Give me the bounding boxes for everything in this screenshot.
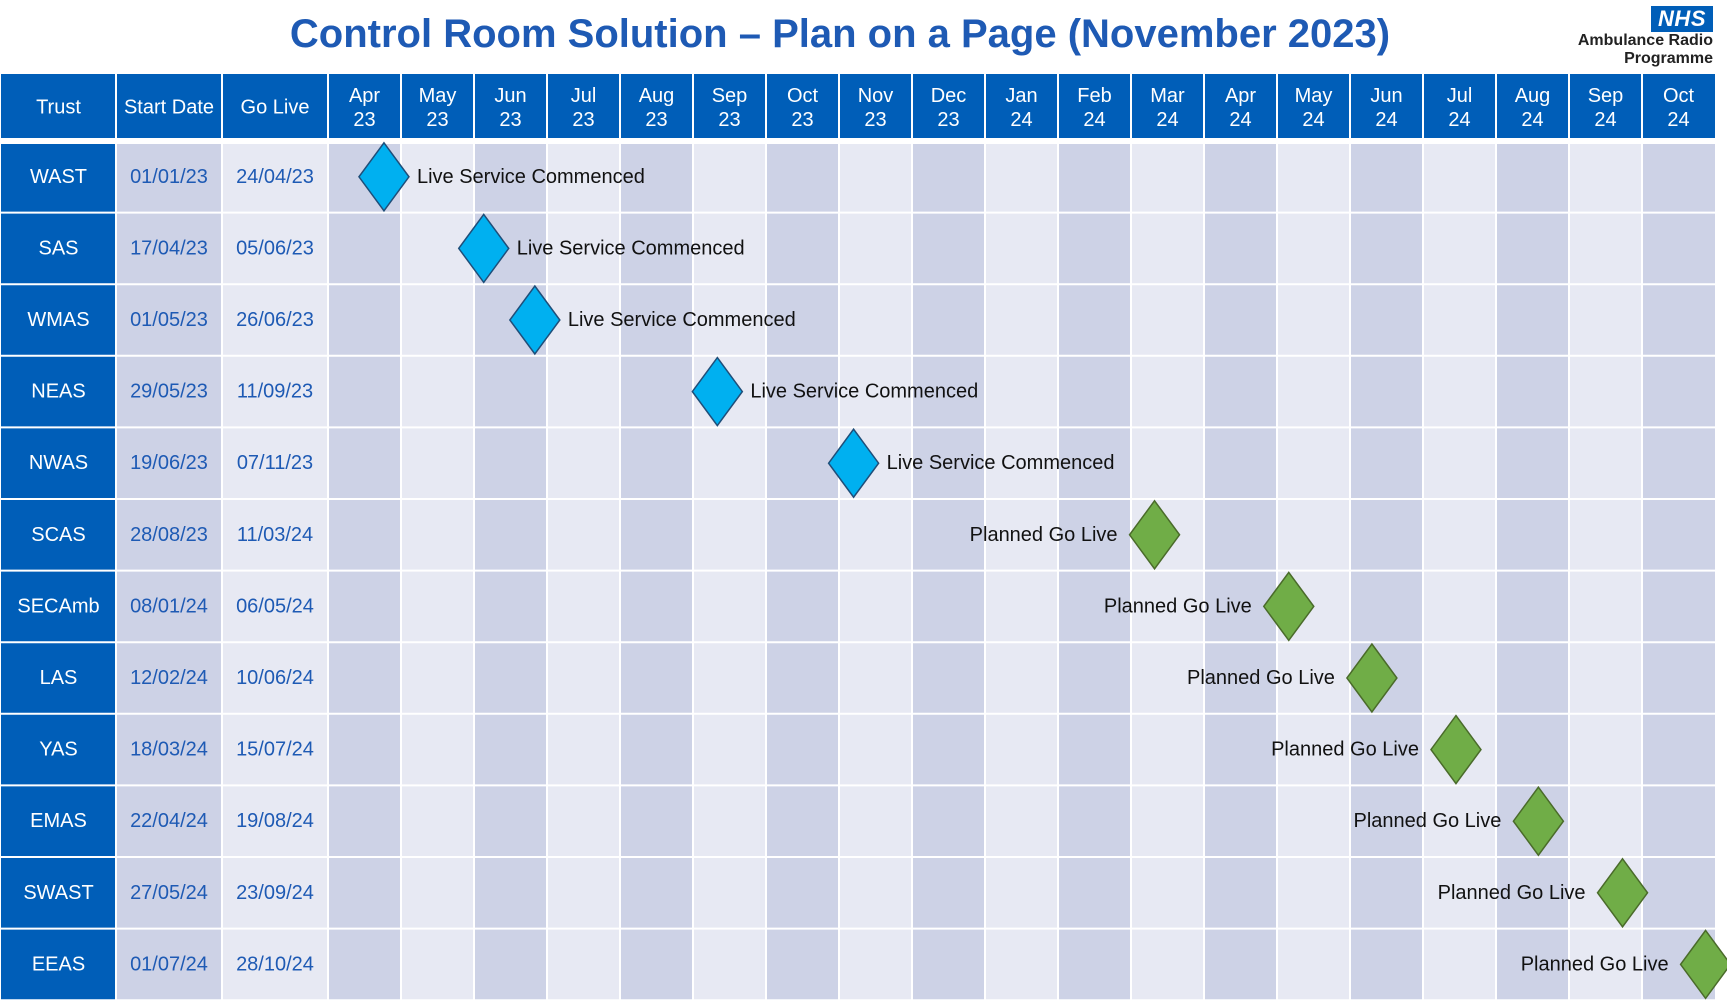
header-trust: Trust bbox=[36, 96, 81, 119]
year-label: 24 bbox=[1156, 109, 1179, 131]
milestone-label: Planned Go Live bbox=[1187, 667, 1335, 689]
month-label: May bbox=[418, 85, 457, 107]
milestone-label: Live Service Commenced bbox=[750, 380, 979, 403]
trust-name: WMAS bbox=[27, 309, 90, 331]
go-live-date: 10/06/24 bbox=[236, 667, 314, 689]
start-date: 01/05/23 bbox=[130, 309, 208, 331]
month-label: Aug bbox=[638, 85, 675, 107]
trust-name: WAST bbox=[29, 165, 88, 188]
start-date: 29/05/23 bbox=[130, 380, 208, 403]
month-label: Jul bbox=[570, 85, 597, 107]
milestone-label: Planned Go Live bbox=[1353, 810, 1502, 833]
year-label: 24 bbox=[1448, 109, 1471, 131]
milestone-label: Planned Go Live bbox=[1437, 881, 1586, 904]
start-date: 01/07/24 bbox=[130, 953, 208, 976]
start-date: 28/08/23 bbox=[130, 523, 208, 546]
go-live-date: 11/09/23 bbox=[236, 380, 314, 403]
month-label: Jun bbox=[1370, 85, 1403, 107]
year-label: 23 bbox=[499, 109, 522, 131]
logo-line-1: Ambulance Radio bbox=[1577, 32, 1713, 49]
month-label: Sep bbox=[1587, 85, 1624, 107]
year-label: 24 bbox=[1229, 109, 1252, 131]
year-label: 23 bbox=[864, 109, 887, 131]
start-date: 08/01/24 bbox=[130, 595, 208, 618]
trust-name: NWAS bbox=[28, 452, 89, 475]
year-label: 23 bbox=[645, 109, 668, 131]
header-start-date: Start Date bbox=[123, 96, 215, 119]
go-live-date: 11/03/24 bbox=[236, 523, 314, 546]
milestone-label: Planned Go Live bbox=[1271, 738, 1419, 761]
month-label: Jan bbox=[1005, 85, 1038, 107]
month-label: Oct bbox=[1662, 85, 1695, 107]
nhs-logo bbox=[1513, 6, 1713, 68]
milestone-label: Live Service Commenced bbox=[567, 309, 796, 331]
month-label: Apr bbox=[1224, 85, 1257, 107]
year-label: 24 bbox=[1302, 109, 1325, 131]
trust-name: EMAS bbox=[30, 810, 87, 833]
go-live-date: 07/11/23 bbox=[236, 452, 314, 475]
year-label: 23 bbox=[791, 109, 814, 131]
start-date: 27/05/24 bbox=[130, 881, 208, 904]
go-live-date: 06/05/24 bbox=[236, 595, 314, 618]
month-label: Aug bbox=[1514, 85, 1551, 107]
trust-name: YAS bbox=[39, 738, 78, 761]
start-date: 01/01/23 bbox=[130, 165, 208, 188]
milestone-label: Planned Go Live bbox=[1520, 953, 1669, 976]
go-live-date: 15/07/24 bbox=[236, 738, 314, 761]
go-live-date: 26/06/23 bbox=[236, 309, 314, 331]
year-label: 23 bbox=[718, 109, 741, 131]
milestone-label: Live Service Commenced bbox=[416, 165, 645, 188]
month-label: Jun bbox=[494, 85, 527, 107]
month-label: Apr bbox=[348, 85, 381, 107]
year-label: 24 bbox=[1521, 109, 1544, 131]
month-label: Sep bbox=[711, 85, 748, 107]
trust-name: SCAS bbox=[31, 523, 86, 546]
milestone-label: Planned Go Live bbox=[969, 523, 1118, 546]
go-live-date: 19/08/24 bbox=[236, 810, 314, 833]
month-label: Oct bbox=[786, 85, 819, 107]
trust-name: SECAmb bbox=[17, 595, 100, 618]
go-live-date: 28/10/24 bbox=[236, 953, 314, 976]
year-label: 23 bbox=[353, 109, 376, 131]
year-label: 24 bbox=[1010, 109, 1033, 131]
month-label: Dec bbox=[930, 85, 967, 107]
year-label: 23 bbox=[426, 109, 449, 131]
trust-name: SAS bbox=[38, 237, 79, 260]
year-label: 23 bbox=[572, 109, 595, 131]
month-label: Jul bbox=[1446, 85, 1473, 107]
go-live-date: 24/04/23 bbox=[236, 165, 314, 188]
start-date: 12/02/24 bbox=[130, 667, 208, 689]
year-label: 24 bbox=[1594, 109, 1617, 131]
year-label: 24 bbox=[1667, 109, 1690, 131]
start-date: 22/04/24 bbox=[130, 810, 208, 833]
milestone-label: Planned Go Live bbox=[1103, 595, 1252, 618]
header-go-live: Go Live bbox=[240, 96, 310, 119]
page-title: Control Room Solution – Plan on a Page (November 2023) bbox=[289, 12, 1391, 56]
milestone-label: Live Service Commenced bbox=[886, 452, 1115, 475]
logo-line-2: Programme bbox=[1624, 50, 1713, 67]
start-date: 17/04/23 bbox=[130, 237, 208, 260]
go-live-date: 05/06/23 bbox=[236, 237, 314, 260]
trust-name: SWAST bbox=[23, 881, 94, 904]
milestone-label: Live Service Commenced bbox=[516, 237, 745, 260]
year-label: 23 bbox=[937, 109, 960, 131]
go-live-date: 23/09/24 bbox=[236, 881, 314, 904]
month-label: May bbox=[1294, 85, 1333, 107]
month-label: Feb bbox=[1077, 85, 1112, 107]
trust-name: NEAS bbox=[31, 380, 86, 403]
nhs-badge: NHS bbox=[1651, 6, 1713, 32]
year-label: 24 bbox=[1375, 109, 1398, 131]
year-label: 24 bbox=[1083, 109, 1106, 131]
trust-name: EEAS bbox=[31, 953, 86, 976]
start-date: 18/03/24 bbox=[130, 738, 208, 761]
start-date: 19/06/23 bbox=[130, 452, 208, 475]
trust-name: LAS bbox=[39, 667, 78, 689]
month-label: Nov bbox=[857, 85, 894, 107]
month-label: Mar bbox=[1150, 85, 1185, 107]
